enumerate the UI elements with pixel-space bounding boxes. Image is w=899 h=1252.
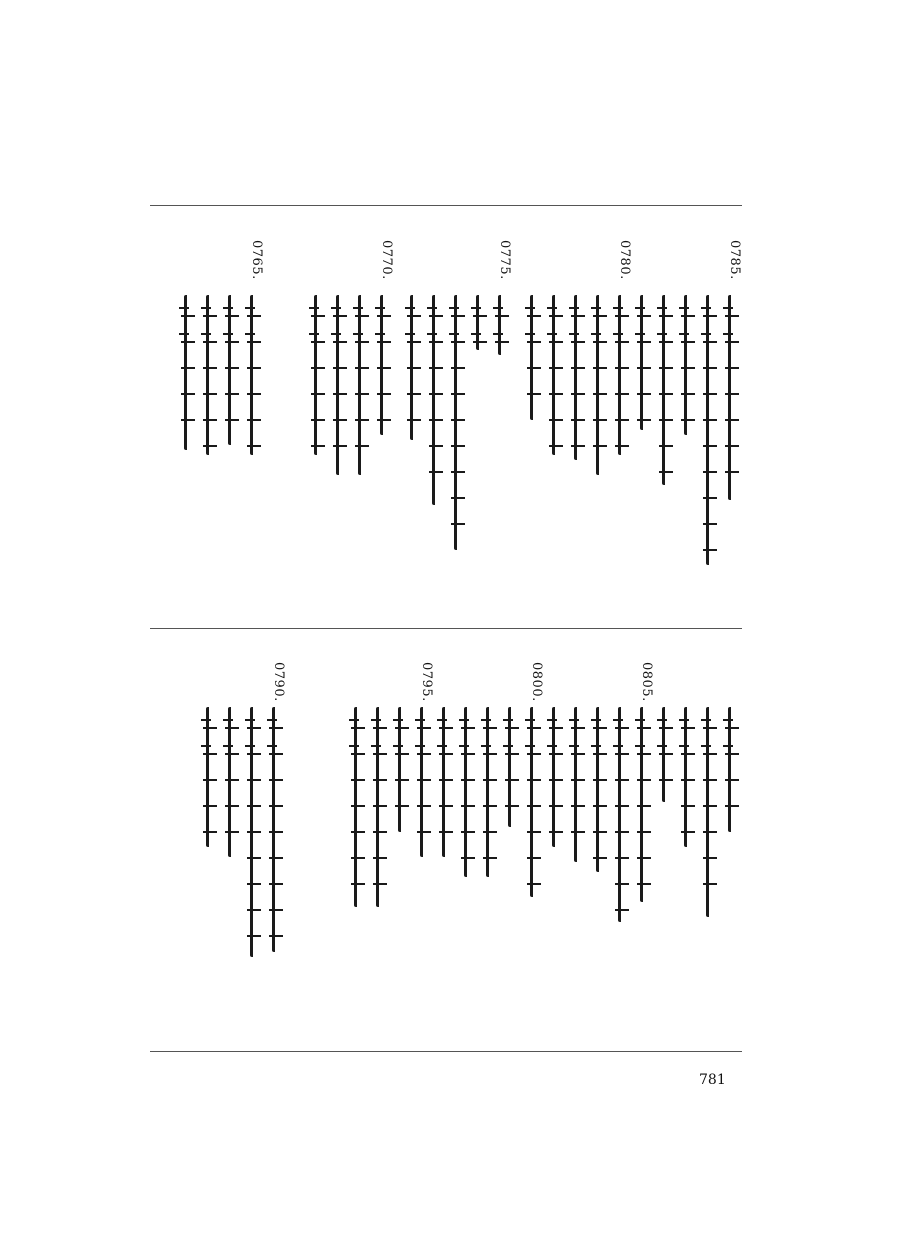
entry-number: 0770. [379, 240, 394, 280]
glyph-stroke [637, 727, 651, 729]
glyph-stroke [473, 341, 487, 343]
glyph-stroke [439, 831, 453, 833]
glyph-stroke [681, 779, 695, 781]
glyph-stroke [395, 779, 409, 781]
glyph-stroke [269, 779, 283, 781]
glyph-stroke [703, 857, 717, 859]
glyph-stroke [571, 341, 585, 343]
glyph-stroke [247, 831, 261, 833]
glyph-stroke [549, 315, 563, 317]
glyph-stroke [451, 445, 465, 447]
glyph-stroke [377, 315, 391, 317]
glyph-stroke [549, 419, 563, 421]
glyph-stroke [593, 831, 607, 833]
glyph-stroke [659, 445, 673, 447]
glyph-stroke [269, 727, 283, 729]
glyph-stroke [571, 419, 585, 421]
glyph-stroke [593, 445, 607, 447]
glyph-stroke [703, 549, 717, 551]
glyph-stroke [225, 727, 239, 729]
glyph-stroke [681, 419, 695, 421]
glyph-stroke [351, 779, 365, 781]
glyph-stroke [351, 857, 365, 859]
glyph-stroke [203, 367, 217, 369]
glyph-stroke [659, 315, 673, 317]
glyph-stroke [451, 341, 465, 343]
glyph-stroke [659, 367, 673, 369]
glyph-stroke [703, 753, 717, 755]
glyph-stroke [407, 393, 421, 395]
glyph-stroke [373, 883, 387, 885]
glyph-stroke [373, 857, 387, 859]
glyph-stroke [451, 393, 465, 395]
bottom-divider [150, 1051, 742, 1052]
glyph-stroke [333, 445, 347, 447]
glyph-stroke [225, 341, 239, 343]
glyph-stroke [615, 753, 629, 755]
glyph-stroke [615, 727, 629, 729]
glyph-stroke [659, 419, 673, 421]
glyph-stroke [181, 315, 195, 317]
glyph-stroke [461, 805, 475, 807]
glyph-stroke [659, 727, 673, 729]
glyph-stroke [351, 753, 365, 755]
glyph-stroke [247, 909, 261, 911]
glyph-stroke [615, 883, 629, 885]
entry-number: 0765. [249, 240, 264, 280]
glyph-stroke [225, 753, 239, 755]
glyph-stroke [203, 753, 217, 755]
glyph-stroke [451, 419, 465, 421]
glyph-stroke [681, 341, 695, 343]
glyph-stroke [439, 779, 453, 781]
glyph-stroke [483, 727, 497, 729]
glyph-stroke [725, 393, 739, 395]
glyph-stroke [527, 727, 541, 729]
glyph-stroke [377, 419, 391, 421]
glyph-stroke [527, 753, 541, 755]
glyph-stroke [505, 779, 519, 781]
glyph-stroke [549, 393, 563, 395]
glyph-stroke [725, 779, 739, 781]
glyph-stroke [473, 315, 487, 317]
glyph-stroke [593, 857, 607, 859]
glyph-stroke [681, 753, 695, 755]
glyph-stroke [429, 393, 443, 395]
glyph-stroke [593, 367, 607, 369]
glyph-stroke [549, 341, 563, 343]
glyph-stroke [225, 779, 239, 781]
glyph-stroke [527, 805, 541, 807]
glyph-stroke [495, 341, 509, 343]
glyph-stroke [451, 471, 465, 473]
glyph-stroke [615, 315, 629, 317]
glyph-stroke [593, 805, 607, 807]
glyph-stroke [615, 445, 629, 447]
glyph-stroke [615, 419, 629, 421]
glyph-stroke [703, 367, 717, 369]
glyph-stroke [571, 445, 585, 447]
glyph-stroke [351, 727, 365, 729]
glyph-stroke [703, 445, 717, 447]
glyph-stroke [203, 393, 217, 395]
glyph-stroke [247, 935, 261, 937]
glyph-stroke [247, 727, 261, 729]
glyph-stroke [637, 883, 651, 885]
glyph-stroke [593, 393, 607, 395]
glyph-stroke [659, 779, 673, 781]
glyph-stroke [351, 831, 365, 833]
glyph-stroke [439, 753, 453, 755]
glyph-stroke [355, 315, 369, 317]
glyph-stroke [527, 883, 541, 885]
glyph-stroke [483, 779, 497, 781]
entry-number: 0785. [727, 240, 742, 280]
glyph-stroke [269, 883, 283, 885]
glyph-stroke [637, 315, 651, 317]
entry-number: 0790. [271, 662, 286, 702]
glyph-stroke [593, 727, 607, 729]
glyph-stroke [311, 419, 325, 421]
glyph-stroke [247, 315, 261, 317]
glyph-stroke [203, 445, 217, 447]
glyph-stroke [615, 831, 629, 833]
glyph-stroke [461, 753, 475, 755]
glyph-stroke [659, 341, 673, 343]
glyph-stroke [703, 419, 717, 421]
glyph-stroke [549, 779, 563, 781]
glyph-stroke [355, 341, 369, 343]
glyph-stroke [203, 805, 217, 807]
glyph-stroke [571, 779, 585, 781]
glyph-stroke [549, 727, 563, 729]
glyph-stroke [333, 315, 347, 317]
glyph-stroke [571, 367, 585, 369]
glyph-stroke [681, 367, 695, 369]
glyph-stroke [247, 883, 261, 885]
glyph-stroke [483, 857, 497, 859]
glyph-stroke [659, 393, 673, 395]
glyph-stroke [203, 727, 217, 729]
glyph-stroke [703, 471, 717, 473]
glyph-stroke [203, 341, 217, 343]
glyph-stroke [461, 779, 475, 781]
glyph-stroke [681, 831, 695, 833]
glyph-stroke [311, 393, 325, 395]
glyph-stroke [247, 805, 261, 807]
glyph-stroke [181, 419, 195, 421]
glyph-stroke [181, 341, 195, 343]
glyph-stroke [571, 805, 585, 807]
glyph-stroke [615, 779, 629, 781]
glyph-stroke [725, 471, 739, 473]
glyph-stroke [725, 341, 739, 343]
glyph-stroke [725, 727, 739, 729]
glyph-stroke [355, 445, 369, 447]
glyph-stroke [225, 831, 239, 833]
glyph-stroke [429, 445, 443, 447]
glyph-stroke [549, 445, 563, 447]
glyph-stroke [269, 805, 283, 807]
glyph-stroke [615, 805, 629, 807]
glyph-stroke [333, 393, 347, 395]
glyph-stroke [377, 367, 391, 369]
glyph-stroke [373, 779, 387, 781]
glyph-stroke [395, 805, 409, 807]
glyph-stroke [355, 367, 369, 369]
glyph-stroke [333, 367, 347, 369]
glyph-stroke [615, 393, 629, 395]
glyph-stroke [615, 367, 629, 369]
glyph-stroke [311, 445, 325, 447]
glyph-stroke [725, 367, 739, 369]
glyph-stroke [637, 753, 651, 755]
glyph-stroke [225, 805, 239, 807]
glyph-stroke [505, 805, 519, 807]
glyph-stroke [637, 367, 651, 369]
glyph-stroke [451, 315, 465, 317]
glyph-stroke [615, 857, 629, 859]
glyph-stroke [333, 341, 347, 343]
glyph-stroke [659, 753, 673, 755]
glyph-stroke [681, 315, 695, 317]
glyph-stroke [351, 805, 365, 807]
glyph-stroke [725, 445, 739, 447]
glyph-stroke [407, 419, 421, 421]
glyph-stroke [439, 805, 453, 807]
glyph-stroke [429, 315, 443, 317]
glyph-stroke [703, 523, 717, 525]
lower-text-block [150, 662, 742, 1032]
glyph-stroke [203, 779, 217, 781]
glyph-stroke [527, 393, 541, 395]
glyph-stroke [461, 831, 475, 833]
glyph-stroke [637, 779, 651, 781]
glyph-stroke [681, 805, 695, 807]
glyph-stroke [429, 367, 443, 369]
glyph-stroke [571, 393, 585, 395]
glyph-stroke [637, 857, 651, 859]
glyph-stroke [225, 419, 239, 421]
glyph-stroke [571, 753, 585, 755]
glyph-stroke [269, 909, 283, 911]
glyph-stroke [269, 935, 283, 937]
glyph-stroke [203, 831, 217, 833]
glyph-stroke [725, 805, 739, 807]
glyph-stroke [247, 753, 261, 755]
glyph-stroke [703, 497, 717, 499]
glyph-stroke [451, 523, 465, 525]
glyph-stroke [181, 393, 195, 395]
glyph-stroke [637, 341, 651, 343]
glyph-stroke [681, 727, 695, 729]
entry-number: 0775. [497, 240, 512, 280]
glyph-stroke [593, 419, 607, 421]
glyph-stroke [461, 727, 475, 729]
glyph-stroke [417, 831, 431, 833]
glyph-stroke [637, 805, 651, 807]
glyph-stroke [373, 805, 387, 807]
glyph-stroke [269, 831, 283, 833]
entry-number: 0795. [419, 662, 434, 702]
entry-number: 0805. [639, 662, 654, 702]
glyph-stroke [429, 471, 443, 473]
glyph-stroke [407, 315, 421, 317]
glyph-stroke [703, 831, 717, 833]
glyph-stroke [451, 497, 465, 499]
glyph-stroke [527, 857, 541, 859]
entry-number: 0780. [617, 240, 632, 280]
glyph-stroke [703, 883, 717, 885]
glyph-stroke [417, 805, 431, 807]
glyph-stroke [703, 393, 717, 395]
glyph-stroke [505, 727, 519, 729]
glyph-stroke [225, 393, 239, 395]
glyph-stroke [495, 315, 509, 317]
top-divider [150, 205, 742, 206]
glyph-stroke [593, 341, 607, 343]
glyph-stroke [225, 367, 239, 369]
glyph-stroke [527, 367, 541, 369]
glyph-stroke [417, 727, 431, 729]
glyph-stroke [429, 341, 443, 343]
glyph-stroke [527, 341, 541, 343]
glyph-stroke [377, 393, 391, 395]
glyph-stroke [333, 419, 347, 421]
glyph-stroke [247, 779, 261, 781]
glyph-stroke [659, 471, 673, 473]
middle-divider [150, 628, 742, 629]
glyph-stroke [247, 445, 261, 447]
glyph-stroke [637, 831, 651, 833]
glyph-stroke [593, 753, 607, 755]
glyph-stroke [451, 367, 465, 369]
glyph-stroke [549, 753, 563, 755]
entry-number: 0800. [529, 662, 544, 702]
glyph-stroke [355, 393, 369, 395]
glyph-stroke [247, 419, 261, 421]
glyph-stroke [637, 393, 651, 395]
glyph-stroke [681, 393, 695, 395]
glyph-stroke [483, 753, 497, 755]
glyph-stroke [373, 727, 387, 729]
glyph-stroke [571, 315, 585, 317]
glyph-stroke [203, 419, 217, 421]
glyph-stroke [549, 805, 563, 807]
glyph-stroke [703, 805, 717, 807]
glyph-stroke [593, 315, 607, 317]
glyph-stroke [483, 831, 497, 833]
glyph-stroke [571, 727, 585, 729]
glyph-stroke [725, 753, 739, 755]
glyph-stroke [407, 367, 421, 369]
glyph-stroke [247, 341, 261, 343]
glyph-stroke [703, 315, 717, 317]
upper-text-block [150, 240, 742, 610]
glyph-stroke [703, 727, 717, 729]
glyph-stroke [395, 727, 409, 729]
glyph-stroke [395, 753, 409, 755]
glyph-stroke [549, 367, 563, 369]
glyph-stroke [377, 341, 391, 343]
glyph-stroke [439, 727, 453, 729]
glyph-stroke [247, 857, 261, 859]
glyph-stroke [429, 419, 443, 421]
glyph-stroke [505, 753, 519, 755]
glyph-stroke [725, 419, 739, 421]
glyph-stroke [615, 909, 629, 911]
glyph-stroke [351, 883, 365, 885]
glyph-stroke [311, 341, 325, 343]
glyph-stroke [203, 315, 217, 317]
glyph-stroke [527, 831, 541, 833]
glyph-stroke [637, 419, 651, 421]
glyph-stroke [311, 315, 325, 317]
glyph-stroke [247, 367, 261, 369]
glyph-stroke [483, 805, 497, 807]
glyph-stroke [703, 779, 717, 781]
glyph-stroke [355, 419, 369, 421]
glyph-stroke [373, 753, 387, 755]
glyph-stroke [181, 367, 195, 369]
page-number: 781 [699, 1072, 726, 1088]
glyph-stroke [549, 831, 563, 833]
glyph-stroke [269, 753, 283, 755]
glyph-stroke [527, 779, 541, 781]
glyph-stroke [703, 341, 717, 343]
glyph-stroke [373, 831, 387, 833]
glyph-stroke [527, 315, 541, 317]
glyph-stroke [269, 857, 283, 859]
glyph-stroke [407, 341, 421, 343]
glyph-stroke [225, 315, 239, 317]
glyph-stroke [417, 753, 431, 755]
glyph-stroke [311, 367, 325, 369]
glyph-stroke [417, 779, 431, 781]
script-line [728, 295, 745, 500]
glyph-stroke [593, 779, 607, 781]
glyph-stroke [615, 341, 629, 343]
glyph-stroke [725, 315, 739, 317]
glyph-stroke [247, 393, 261, 395]
glyph-stroke [461, 857, 475, 859]
glyph-stroke [571, 831, 585, 833]
